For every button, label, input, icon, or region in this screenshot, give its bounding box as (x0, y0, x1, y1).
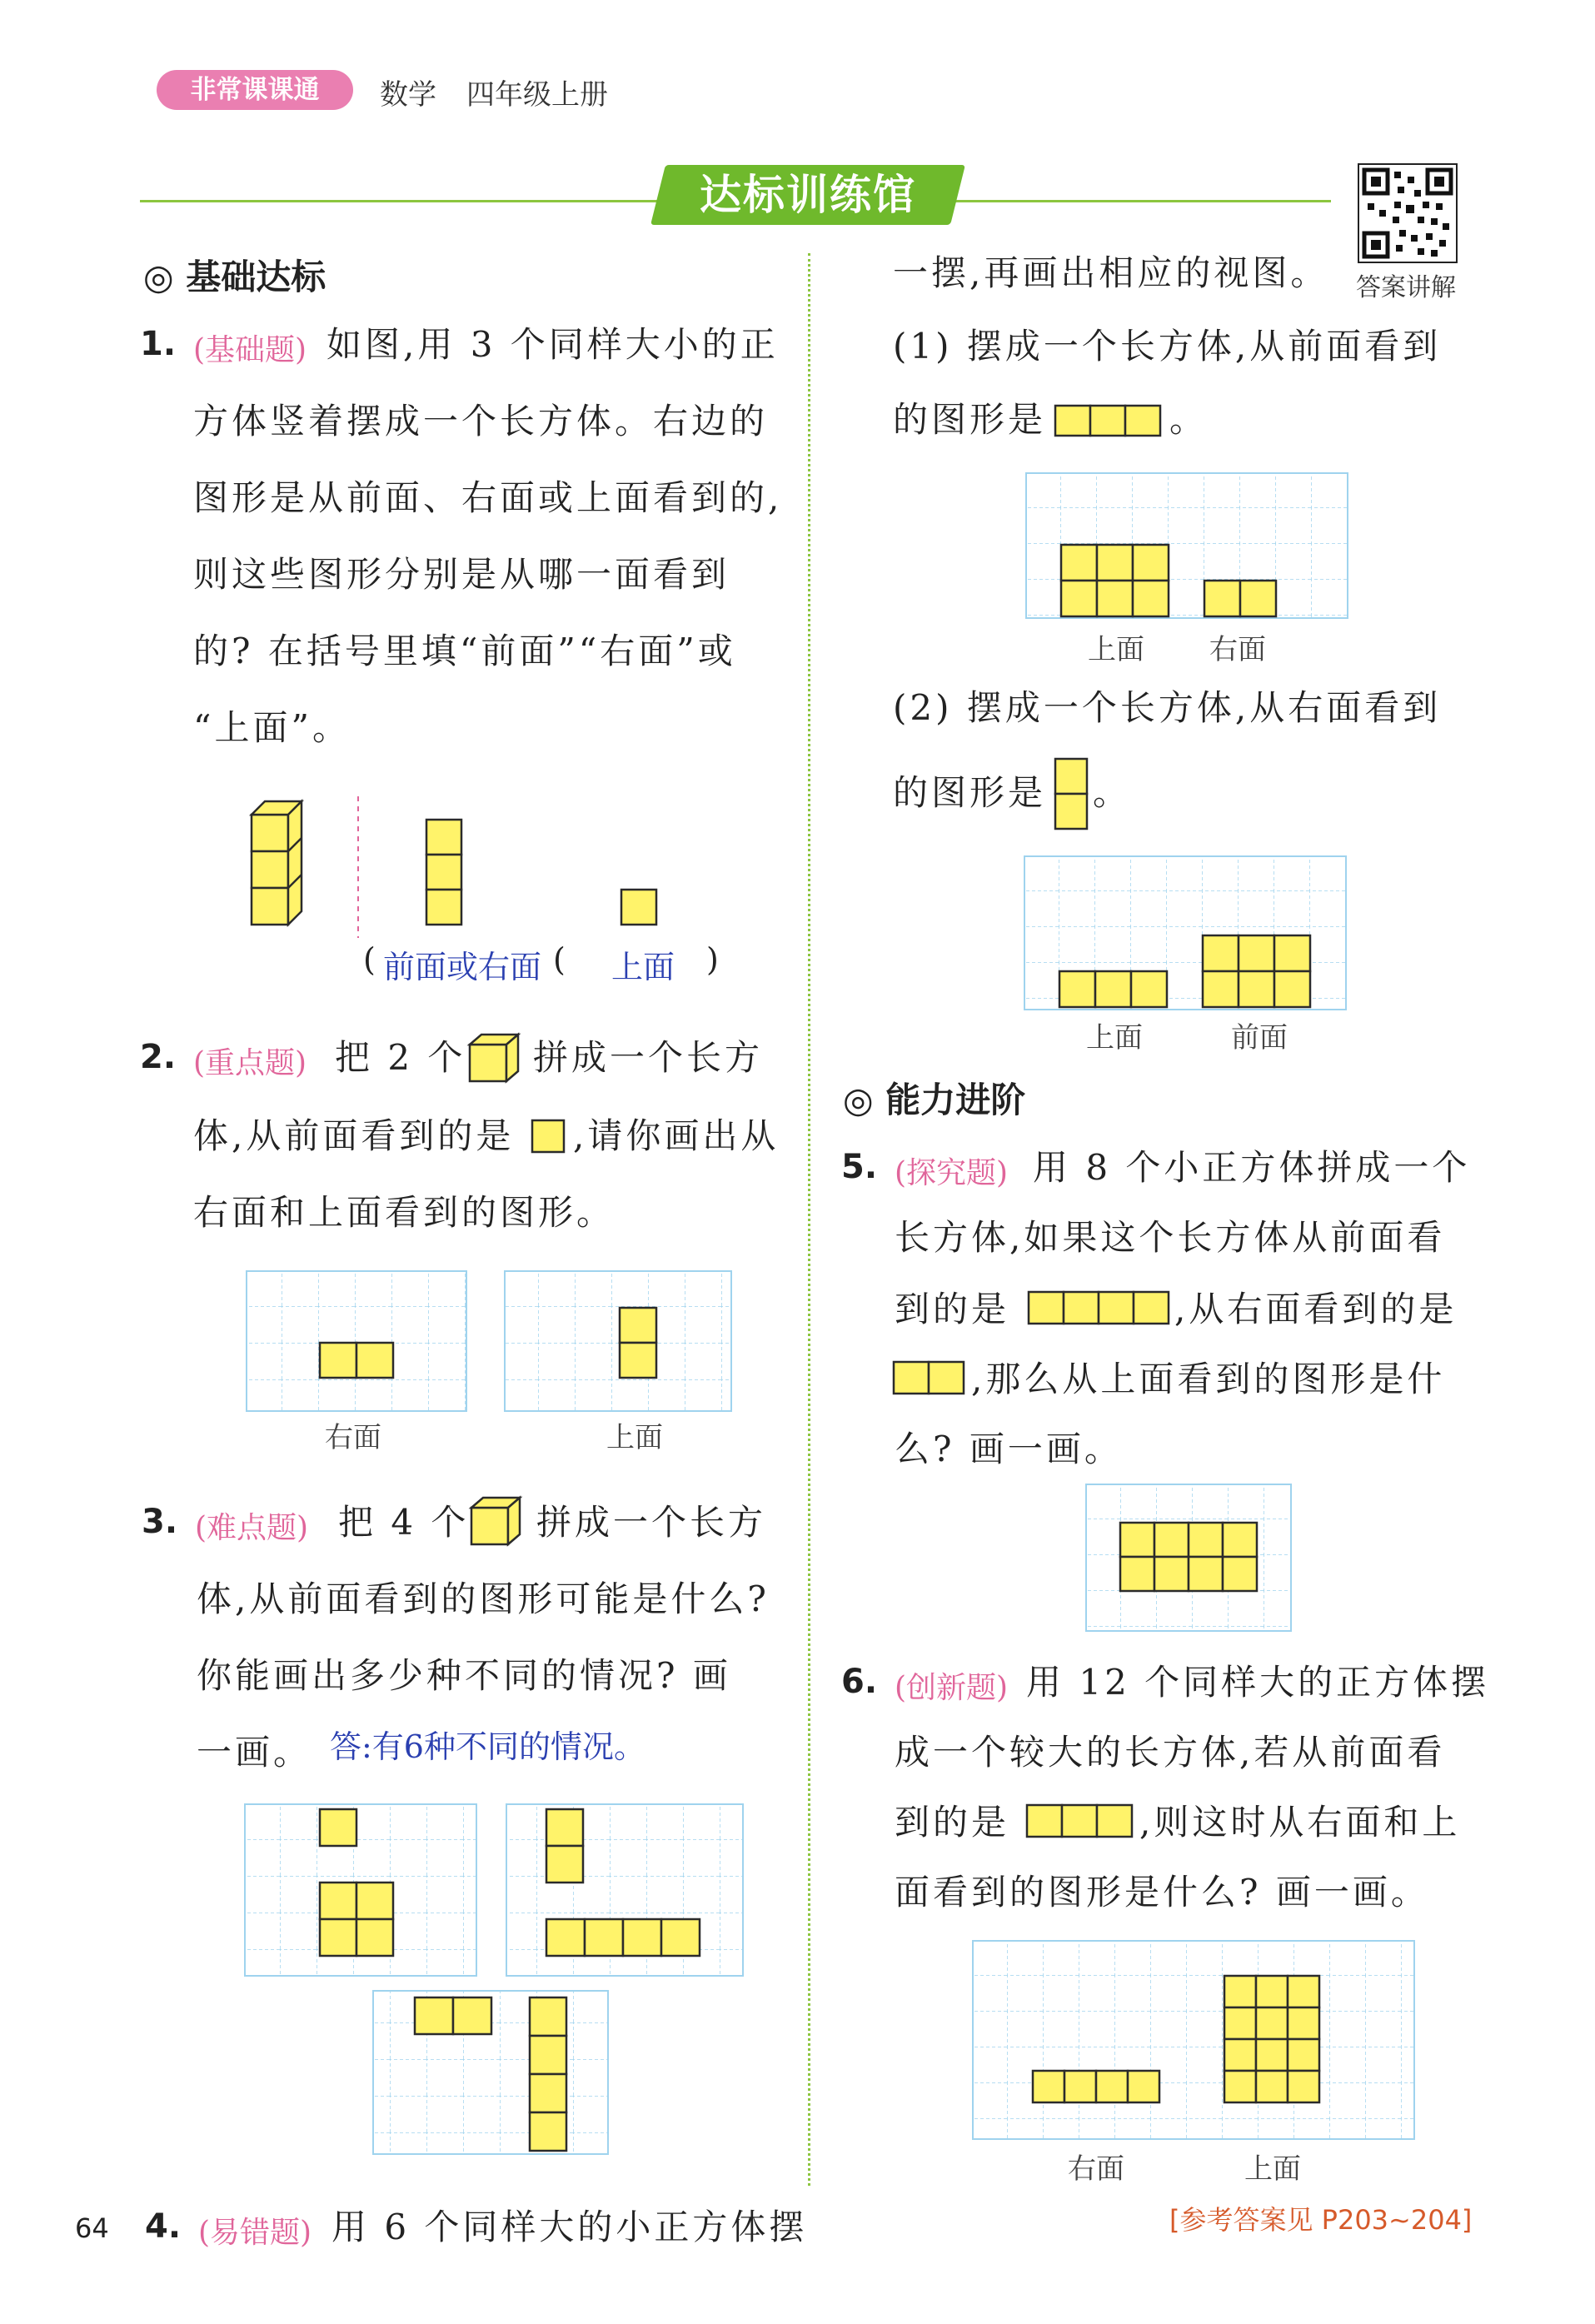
q2-right-view-cell (356, 1343, 393, 1378)
q4-number: 4. (145, 2207, 182, 2246)
q4-part2-line: 的图形是 (893, 772, 1047, 813)
q3-line: 拼成一个长方 (536, 1502, 767, 1543)
q2-line: 拼成一个长方 (533, 1037, 764, 1078)
q2-line: 右面和上面看到的图形。 (193, 1192, 616, 1233)
q1-paren: ( (363, 941, 376, 978)
q5-line: 到的是 (895, 1289, 1010, 1329)
q1-line: 的? 在括号里填“前面”“右面”或 (193, 631, 736, 671)
q3-line: 你能画出多少种不同的情况? 画 (197, 1655, 731, 1696)
q6-tag: (创新题) (895, 1671, 1009, 1705)
q4-part2-line: (2) 摆成一个长方体,从右面看到 (893, 687, 1442, 728)
page-number: 64 (75, 2212, 109, 2244)
q2-line: 把 2 个 (335, 1037, 466, 1078)
column-divider (808, 253, 810, 2186)
q3-line: 把 4 个 (338, 1502, 470, 1543)
q1-line: 如图,用 3 个同样大小的正 (326, 324, 779, 365)
q6-answer-grid (971, 1939, 1418, 2142)
q1-line: “上面”。 (193, 707, 351, 748)
banner-title: 达标训练馆 (700, 171, 916, 219)
q3-answer: 答:有6种不同的情况。 (330, 1728, 645, 1765)
q2-line: ,请你画出从 (573, 1115, 780, 1156)
q2-tag: (重点题) (193, 1046, 307, 1080)
q4-line: 一摆,再画出相应的视图。 (893, 252, 1329, 293)
q3-line: 一画。 (197, 1732, 312, 1773)
q5-front-strip (1026, 1289, 1174, 1326)
q3-line: 体,从前面看到的图形可能是什么? (197, 1578, 770, 1619)
cube-icon (468, 1494, 525, 1548)
q2-caption-right: 右面 (325, 1421, 381, 1454)
q2-caption-top: 上面 (606, 1421, 663, 1454)
q1-answer-a: 前面或右面 (383, 949, 542, 985)
q4-part1-caption-top: 上面 (1088, 633, 1144, 666)
q6-caption-top: 上面 (1244, 2152, 1301, 2186)
q1-answer-b: 上面 (611, 949, 675, 985)
q1-line: 图形是从前面、右面或上面看到的, (193, 477, 783, 518)
q4-part1-grid (1024, 471, 1351, 621)
q5-answer-grid (1084, 1483, 1294, 1634)
q6-line: 成一个较大的长方体,若从前面看 (895, 1732, 1446, 1773)
q4-part2-caption-top: 上面 (1086, 1021, 1143, 1055)
q3-answer-grids (243, 1803, 745, 2157)
q6-number: 6. (841, 1663, 878, 1701)
answer-reference: [参考答案见 P203~204] (1169, 2204, 1473, 2236)
q5-tag: (探究题) (895, 1156, 1009, 1190)
q4-part1-line: 。 (1169, 399, 1209, 440)
section-advanced-title: ◎ 能力进阶 (843, 1080, 1026, 1120)
q6-line: 到的是 (895, 1802, 1010, 1843)
grade-label: 四年级上册 (466, 78, 608, 112)
q4-part2-caption-front: 前面 (1231, 1021, 1288, 1055)
q2-number: 2. (140, 1038, 177, 1076)
q2-top-view-cell (620, 1308, 656, 1343)
q2-line: 体,从前面看到的是 (193, 1115, 515, 1156)
q5-line: ,从右面看到的是 (1174, 1289, 1458, 1329)
q6-caption-right: 右面 (1068, 2152, 1124, 2186)
q1-paren: ( (553, 941, 566, 978)
q2-right-view-cell (320, 1343, 356, 1378)
q3-number: 3. (142, 1503, 178, 1541)
q6-line: ,则这时从右面和上 (1139, 1802, 1461, 1843)
q1-number: 1. (140, 325, 177, 363)
q1-tag: (基础题) (193, 333, 307, 367)
q1-line: 则这些图形分别是从哪一面看到 (193, 554, 730, 595)
q2-front-square (530, 1118, 566, 1155)
q4-tag: (易错题) (198, 2216, 312, 2250)
qr-code-icon[interactable] (1358, 163, 1458, 263)
q5-line: 用 8 个小正方体拼成一个 (1033, 1147, 1471, 1188)
q2-top-view-cell (620, 1343, 656, 1378)
q1-figures (242, 796, 741, 938)
q6-line: 用 12 个同样大的正方体摆 (1026, 1662, 1490, 1703)
q2-answer-grids (245, 1269, 740, 1416)
q4-part2-grid (1023, 855, 1351, 1013)
q6-line: 面看到的图形是什么? 画一画。 (895, 1872, 1429, 1913)
subject-label: 数学 (380, 78, 436, 112)
q1-paren: ) (706, 941, 719, 978)
q4-part2-right-strip (1053, 756, 1091, 831)
section-basic-title: ◎ 基础达标 (143, 257, 326, 297)
q5-right-strip (891, 1359, 969, 1396)
q6-front-strip (1024, 1803, 1138, 1839)
q5-line: ,那么从上面看到的图形是什 (971, 1359, 1446, 1399)
q1-view-b (621, 890, 656, 925)
q1-line: 方体竖着摆成一个长方体。右边的 (193, 401, 769, 441)
q5-number: 5. (841, 1148, 878, 1186)
cube-icon (466, 1031, 523, 1085)
q3-tag: (难点题) (195, 1511, 309, 1545)
qr-caption: 答案讲解 (1356, 273, 1456, 302)
q4-part1-caption-right: 右面 (1209, 633, 1266, 666)
q1-stacked-cubes (252, 801, 302, 925)
q4-part1-line: (1) 摆成一个长方体,从前面看到 (893, 326, 1442, 367)
q4-part2-line: 。 (1093, 772, 1132, 813)
q4-part1-line: 的图形是 (893, 399, 1047, 440)
q5-line: 长方体,如果这个长方体从前面看 (895, 1217, 1446, 1258)
q4-line: 用 6 个同样大的小正方体摆 (331, 2207, 808, 2247)
q1-view-a (426, 820, 461, 925)
q4-part1-front-strip (1053, 403, 1166, 438)
series-badge: 非常课课通 (157, 70, 353, 110)
q5-line: 么? 画一画。 (895, 1429, 1123, 1469)
